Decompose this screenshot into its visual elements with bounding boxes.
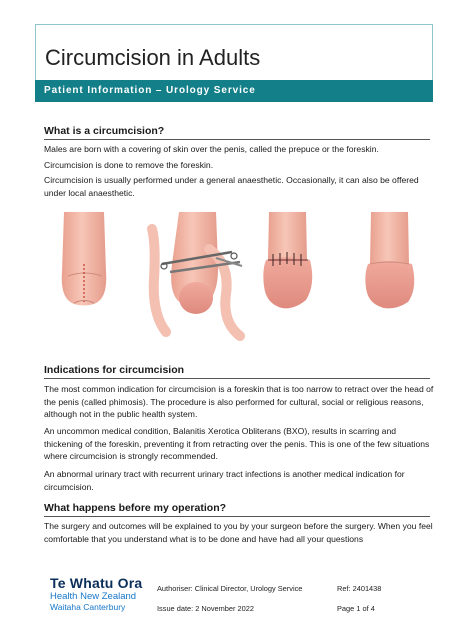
page-title: Circumcision in Adults: [45, 45, 261, 70]
figure-sutured: [263, 212, 312, 308]
paragraph: Males are born with a covering of skin over the penis, called the prepuce or the foreskin.: [44, 144, 379, 154]
section-heading-before-operation: What happens before my operation?: [44, 502, 227, 514]
section-rule: [44, 378, 430, 379]
logo-line-3: Waitaha Canterbury: [50, 602, 126, 612]
paragraph: An abnormal urinary tract with recurrent urinary tract infections is another medical indication for circumcision.: [44, 469, 405, 492]
organisation-logo: [50, 575, 142, 612]
figure-uncircumcised: [62, 212, 107, 306]
section-heading-indications: Indications for circumcision: [44, 364, 185, 376]
paragraph: Circumcision is usually performed under a general anaesthetic. Occasionally, it can also be offered under local anaesthetic.: [44, 175, 419, 198]
footer-ref: Ref: 2401438: [337, 584, 382, 593]
title-box: [35, 24, 433, 80]
section-heading-what-is: What is a circumcision?: [44, 125, 165, 137]
paragraph: The surgery and outcomes will be explained to you by your surgeon before the surgery. When you feel comfortable that you understand what is to be done and have had all your questions: [44, 521, 433, 544]
paragraph: The most common indication for circumcision is a foreskin that is too narrow to retract over the head of the penis (called phimosis). The procedure is also performed for cultural, social or religious reasons, although not in the public health system.: [44, 384, 434, 420]
circumcision-illustrations: [44, 204, 434, 344]
paragraph: Circumcision is done to remove the foreskin.: [44, 160, 214, 170]
logo-line-1: Te Whatu Ora: [50, 575, 143, 591]
section-rule: [44, 516, 430, 517]
footer-page-number: Page 1 of 4: [337, 604, 375, 613]
section-rule: [44, 139, 430, 140]
paragraph: An uncommon medical condition, Balanitis Xerotica Obliterans (BXO), results in scarring and thickening of the foreskin, preventing it from retracting over the penis. This is one of the few situations where circumcision is strongly recommended.: [44, 426, 430, 462]
logo-line-2: Health New Zealand: [50, 591, 137, 602]
footer-issue-date: Issue date: 2 November 2022: [157, 604, 254, 613]
figure-healed: [365, 212, 414, 308]
subtitle-band: Patient Information – Urology Service: [35, 80, 433, 102]
footer-authoriser: Authoriser: Clinical Director, Urology Service: [157, 584, 303, 593]
figure-clamps: [152, 212, 242, 336]
